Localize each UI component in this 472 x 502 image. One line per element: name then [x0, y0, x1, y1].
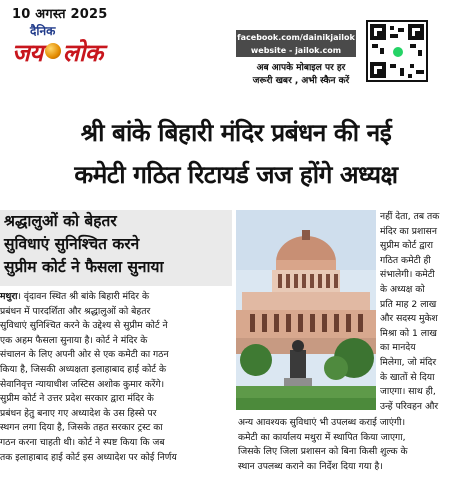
body-left-line: संचालन के लिए अपनी ओर से एक कमेटी का गठन	[0, 349, 169, 361]
body-left-line: सुप्रीम कोर्ट ने उत्तर प्रदेश सरकार द्वारा मंदिर के	[0, 393, 154, 405]
body-right-line: मंदिर का प्रशासन	[380, 225, 437, 237]
dateline: मथुरा	[0, 291, 18, 302]
headline-line-2: कमेटी गठित रिटायर्ड जज होंगे अध्यक्ष	[74, 160, 398, 189]
body-left-line: सेवानिवृत्त न्यायाधीश जस्टिस अशोक कुमार करेंगे।	[0, 378, 165, 390]
body-left-line: तक इलाहाबाद हाई कोर्ट इस अध्यादेश पर कोई निर्णय	[0, 451, 177, 463]
body-bottom-line: अन्य आवश्यक सुविधाएं भी उपलब्ध कराई जाएंगी।	[238, 417, 406, 428]
body-right-line: और सदस्य मुकेश	[380, 313, 438, 325]
article-body-left	[0, 290, 234, 465]
body-right-line: के खातों से दिया	[380, 371, 435, 383]
body-right-line: सुप्रीम कोर्ट द्वारा	[380, 240, 434, 252]
body-bottom-line: जिसके लिए जिला प्रशासन को बिना किसी शुल्क के	[238, 446, 408, 458]
headline-line-1: श्री बांके बिहारी मंदिर प्रबंधन की नई	[80, 118, 392, 147]
subheadline-line-1: श्रद्धालुओं को बेहतर	[4, 212, 117, 230]
body-right-line: जाएगा। साथ ही,	[380, 386, 436, 398]
website-link: website - jailok.com	[250, 46, 342, 55]
body-left-line: किया है, जिसकी अध्यक्षता इलाहाबाद हाई कोर्ट के	[0, 363, 167, 375]
body-left-line: प्रबंधन में पारदर्शिता और श्रद्धालुओं को बेहतर	[0, 305, 151, 317]
body-bottom-line: स्थान उपलब्ध कराने का निर्देश दिया गया है।	[238, 460, 383, 472]
body-right-line: के अध्यक्ष को	[380, 283, 425, 295]
body-left-line: सुविधाएं सुनिश्चित करने के उद्देश्य से सुप्रीम कोर्ट ने	[0, 320, 168, 332]
brand-word-1: जय	[12, 39, 43, 67]
body-right-line: मिलेगा, जो मंदिर	[380, 356, 437, 368]
body-left-line: प्रबंधन हेतु बनाए गए अध्यादेश के उस हिस्से पर	[0, 407, 157, 419]
body-right-line: नहीं देता, तब तक	[380, 211, 440, 222]
social-info-box	[236, 30, 356, 57]
facebook-link: facebook.com/dainikjailok	[237, 33, 355, 42]
body-left-line-text: । वृंदावन स्थित श्री बांके बिहारी मंदिर के	[17, 291, 150, 302]
supreme-court-illustration	[236, 210, 376, 410]
body-right-line: प्रति माह 2 लाख	[380, 298, 437, 310]
subheadline-box	[0, 210, 232, 286]
headline	[10, 112, 462, 196]
body-left-line: एक अहम फैसला सुनाया है। कोर्ट ने मंदिर के	[0, 334, 148, 346]
brand-prefix: दैनिक	[30, 24, 56, 38]
supreme-court-photo	[236, 210, 376, 410]
issue-date: 10 अगस्त 2025	[12, 7, 108, 22]
masthead-logo	[8, 20, 158, 72]
qr-code-icon	[366, 20, 428, 82]
body-right-line: मिश्रा को 1 लाख	[380, 327, 437, 339]
subheadline-line-2: सुविधाएं सुनिश्चित करने	[4, 235, 140, 253]
body-left-line	[0, 290, 234, 305]
whatsapp-icon	[391, 45, 405, 59]
article-body-right	[380, 210, 472, 414]
body-right-line: गठित कमेटी ही	[380, 254, 431, 266]
brand-ball-icon	[45, 43, 61, 59]
body-right-line: उन्हें परिवहन और	[380, 400, 439, 412]
article-body-bottom	[238, 416, 472, 474]
body-left-line: गठन करना चाहती थी। कोर्ट ने स्पष्ट किया कि जब	[0, 436, 165, 448]
subheadline-line-3: सुप्रीम कोर्ट ने फैसला सुनाया	[4, 258, 164, 276]
body-right-line: का मानदेय	[380, 342, 416, 354]
body-bottom-line: कमेटी का कार्यालय मथुरा में स्थापित किया जाएगा,	[238, 431, 406, 443]
brand-word-2: लोक	[62, 39, 103, 67]
scan-message-line-2: जरूरी खबर , अभी स्कैन करें	[252, 76, 350, 86]
body-right-line: संभालेगी। कमेटी	[380, 269, 435, 281]
scan-message-line-1: अब आपके मोबाइल पर हर	[256, 63, 346, 73]
scan-message	[238, 62, 364, 88]
body-left-line: स्थगन लगा दिया है, जिसके तहत सरकार ट्रस्ट का	[0, 422, 163, 434]
brand-name	[12, 36, 103, 69]
